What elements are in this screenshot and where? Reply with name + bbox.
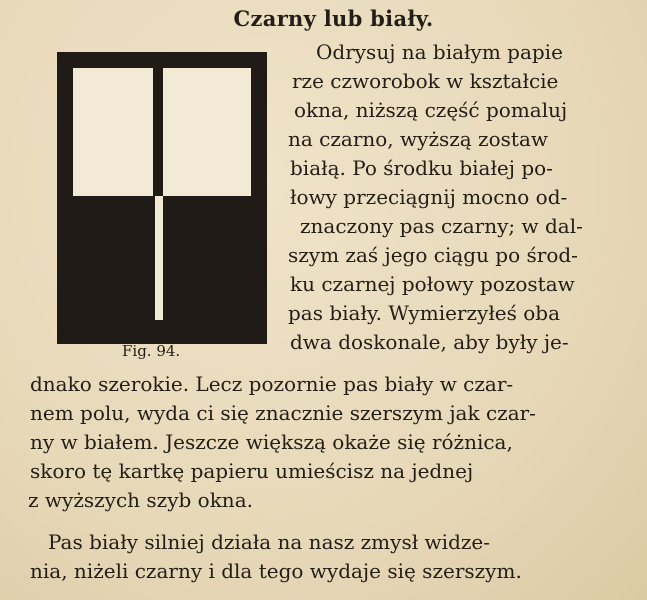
figure-caption: Fig. 94. <box>122 342 181 360</box>
text-line: nia, niżeli czarny i dla tego wydaje się szerszym. <box>30 559 522 583</box>
text-line: szym zaś jego ciągu po środ- <box>288 243 578 267</box>
text-line: na czarno, wyższą zostaw <box>288 127 548 151</box>
text-line: okna, niższą część pomaluj <box>294 98 568 122</box>
white-stripe <box>155 196 163 320</box>
text-line: rze czworobok w kształcie <box>292 69 559 93</box>
text-line: z wyższych szyb okna. <box>28 488 253 512</box>
text-line: ny w białem. Jeszcze większą okaże się różnica, <box>30 430 513 454</box>
text-line: skoro tę kartkę papieru umieścisz na jednej <box>30 459 474 483</box>
text-line: dnako szerokie. Lecz pozornie pas biały w czar- <box>30 372 514 396</box>
text-line: łowy przeciągnij mocno od- <box>290 185 568 209</box>
text-line: Odrysuj na białym papie <box>316 40 563 64</box>
white-pane-left <box>73 68 153 196</box>
text-line: białą. Po środku białej po- <box>290 156 553 180</box>
text-line: pas biały. Wymierzyłeś oba <box>288 301 561 325</box>
window-figure <box>57 52 267 344</box>
text-line: znaczony pas czarny; w dal- <box>300 214 583 238</box>
text-line: Pas biały silniej działa na nasz zmysł widze- <box>48 530 491 554</box>
white-pane-right <box>163 68 251 196</box>
section-title: Czarny lub biały. <box>233 6 434 31</box>
text-line: dwa doskonale, aby były je- <box>290 330 569 354</box>
text-line: nem polu, wyda ci się znacznie szerszym jak czar- <box>30 401 536 425</box>
text-line: ku czarnej połowy pozostaw <box>290 272 575 296</box>
